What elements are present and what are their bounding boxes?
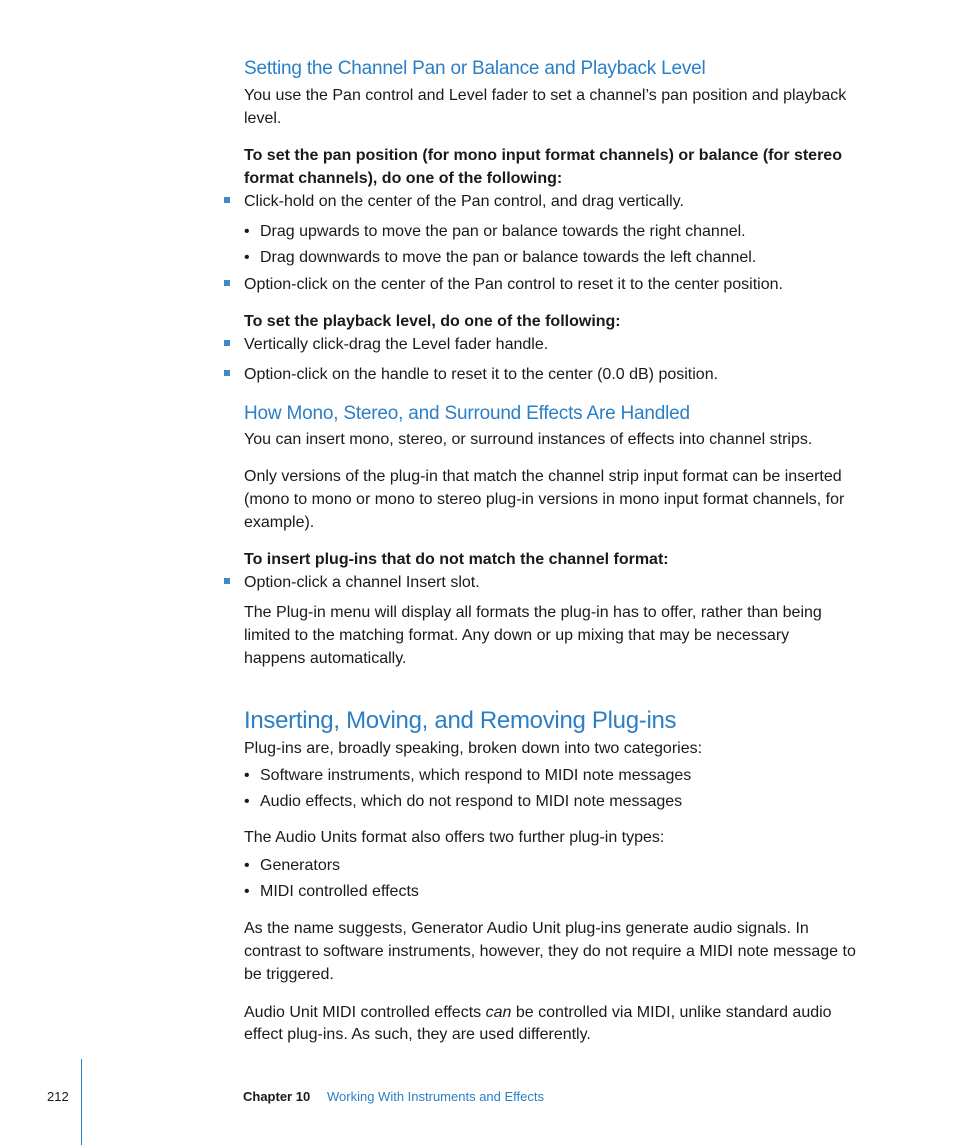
pan-substep-item: Drag upwards to move the pan or balance towards the right channel. xyxy=(260,223,746,240)
pan-step-item: Option-click on the center of the Pan control to reset it to the center position. xyxy=(244,276,783,293)
level-step-item: Option-click on the handle to reset it to the center (0.0 dB) position. xyxy=(244,366,719,383)
square-bullet-icon xyxy=(224,340,230,346)
section2-paragraph2-line1: Only versions of the plug-in that match the channel strip input format can be inserted xyxy=(244,468,842,485)
square-bullet-icon xyxy=(224,197,230,203)
section2-paragraph1: You can insert mono, stereo, or surround instances of effects into channel strips. xyxy=(244,431,813,448)
section3-paragraph3-line2: contrast to software instruments, however, they do not require a MIDI note message to xyxy=(244,943,856,960)
p4-emphasis: can xyxy=(485,1004,512,1021)
section3-paragraph3-line3: be triggered. xyxy=(244,966,334,983)
category-item: Software instruments, which respond to MIDI note messages xyxy=(260,767,692,784)
plugin-type-item: Generators xyxy=(260,857,341,874)
plugin-type-item: MIDI controlled effects xyxy=(260,883,419,900)
p4-text-start: Audio Unit MIDI controlled effects xyxy=(244,1004,486,1021)
insert-task-heading: To insert plug-ins that do not match the channel format: xyxy=(244,551,669,568)
footer-divider xyxy=(81,1059,82,1145)
section3-paragraph2: The Audio Units format also offers two further plug-in types: xyxy=(244,829,665,846)
section3-paragraph4-line2: effect plug-ins. As such, they are used differently. xyxy=(244,1026,591,1043)
section-heading-plugins: Inserting, Moving, and Removing Plug-ins xyxy=(244,707,677,734)
section3-paragraph4-line1 xyxy=(244,1001,832,1024)
round-bullet-icon: • xyxy=(244,767,250,784)
section1-intro-line1: You use the Pan control and Level fader to set a channel’s pan position and playback xyxy=(244,87,847,104)
round-bullet-icon: • xyxy=(244,249,250,266)
pan-task-heading-line1: To set the pan position (for mono input format channels) or balance (for stereo xyxy=(244,147,842,164)
pan-step-item: Click-hold on the center of the Pan control, and drag vertically. xyxy=(244,193,684,210)
section2-paragraph2-line3: example). xyxy=(244,514,315,531)
p4-text-end: be controlled via MIDI, unlike standard audio xyxy=(511,1004,832,1021)
section2-paragraph3-line1: The Plug-in menu will display all formats the plug-in has to offer, rather than being xyxy=(244,604,822,621)
level-task-heading: To set the playback level, do one of the following: xyxy=(244,313,621,330)
section2-paragraph3-line2: limited to the matching format. Any down or up mixing that may be necessary xyxy=(244,627,790,644)
insert-step-item: Option-click a channel Insert slot. xyxy=(244,574,480,591)
section2-paragraph3-line3: happens automatically. xyxy=(244,650,407,667)
section-heading-pan-balance: Setting the Channel Pan or Balance and Playback Level xyxy=(244,58,706,79)
round-bullet-icon: • xyxy=(244,857,250,874)
level-step-item: Vertically click-drag the Level fader handle. xyxy=(244,336,549,353)
section-heading-effects-handling: How Mono, Stereo, and Surround Effects Are Handled xyxy=(244,403,690,424)
section2-paragraph2-line2: (mono to mono or mono to stereo plug-in versions in mono input format channels, for xyxy=(244,491,845,508)
section3-paragraph1: Plug-ins are, broadly speaking, broken down into two categories: xyxy=(244,740,703,757)
footer-chapter-label: Chapter 10 xyxy=(243,1089,311,1104)
round-bullet-icon: • xyxy=(244,793,250,810)
square-bullet-icon xyxy=(224,578,230,584)
category-item: Audio effects, which do not respond to MIDI note messages xyxy=(260,793,683,810)
square-bullet-icon xyxy=(224,280,230,286)
section1-intro-line2: level. xyxy=(244,110,282,127)
pan-task-heading-line2: format channels), do one of the following: xyxy=(244,170,563,187)
section3-paragraph3-line1: As the name suggests, Generator Audio Unit plug-ins generate audio signals. In xyxy=(244,920,809,937)
square-bullet-icon xyxy=(224,370,230,376)
page-number: 212 xyxy=(47,1089,69,1104)
round-bullet-icon: • xyxy=(244,223,250,240)
pan-substep-item: Drag downwards to move the pan or balance towards the left channel. xyxy=(260,249,757,266)
round-bullet-icon: • xyxy=(244,883,250,900)
footer-chapter-title: Working With Instruments and Effects xyxy=(327,1089,544,1104)
